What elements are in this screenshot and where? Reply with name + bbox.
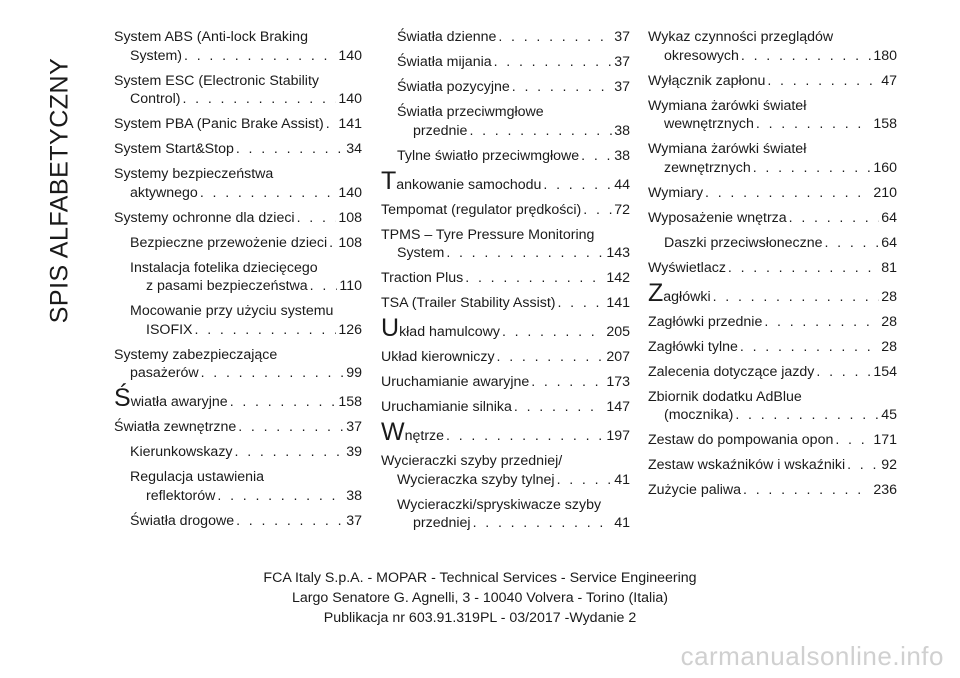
index-entry-text: Mocowanie przy użyciu systemu: [130, 303, 334, 319]
index-entry: [648, 28, 897, 65]
page-number: 158: [873, 116, 897, 132]
index-entry: [114, 384, 362, 412]
page-number: 34: [346, 141, 362, 157]
page-number: 140: [338, 184, 362, 201]
index-entry: [648, 234, 897, 253]
index-entry: [381, 103, 630, 140]
index-entry-text: Wymiary: [648, 184, 704, 201]
page-number: 173: [606, 374, 630, 390]
dot-leader: [756, 115, 871, 134]
index-entry: [381, 348, 630, 367]
index-entry-text: Uruchamianie silnika: [381, 399, 512, 415]
index-entry: [648, 259, 897, 278]
dot-leader: [514, 398, 604, 417]
index-entry: [381, 166, 630, 195]
index-entry-text: Wymiana żarówki świateł: [648, 97, 807, 114]
index-entry-text: Światła drogowe: [130, 512, 235, 529]
dot-leader: [767, 72, 879, 91]
page-number: 207: [606, 349, 630, 365]
index-entry-text: Tylne światło przeciwmgłowe: [397, 147, 580, 164]
index-entry: [114, 165, 362, 202]
page-number: 37: [614, 29, 630, 45]
index-entry-text: Zagłówki przednie: [648, 313, 763, 330]
index-letter: Z: [648, 278, 664, 307]
index-entry-text: Traction Plus: [381, 270, 464, 286]
index-entry-text: wewnętrznych: [664, 116, 754, 132]
index-entry-text: nętrze: [404, 428, 445, 444]
dot-leader: [764, 313, 879, 332]
index-entry-text: Zalecenia dotyczące jazdy: [648, 363, 815, 380]
index-entry-text: Systemy ochronne dla dzieci: [114, 209, 295, 226]
dot-leader: [195, 321, 337, 340]
publisher-footer: [0, 568, 960, 628]
index-letter: U: [381, 314, 400, 342]
section-title: SPIS ALFABETYCZNY: [45, 57, 74, 323]
index-entry-text: TSA (Trailer Stability Assist): [381, 295, 556, 311]
page-number: 160: [873, 159, 897, 176]
dot-leader: [581, 147, 612, 166]
index-entry: [114, 346, 362, 383]
dot-leader: [789, 209, 880, 228]
index-entry: [381, 496, 630, 533]
index-entry: [648, 363, 897, 382]
index-entry-text: przedniej: [413, 515, 471, 531]
page-number: 37: [614, 79, 630, 95]
index-entry: [381, 53, 630, 72]
footer-line-1: FCA Italy S.p.A. - MOPAR - Technical Services - Service Engineering: [263, 570, 697, 586]
index-entry-text: Wyłącznik zapłonu: [648, 72, 766, 89]
index-entry-text: Regulacja ustawienia: [130, 469, 265, 485]
dot-leader: [825, 234, 880, 253]
index-entry: [381, 226, 630, 263]
page-number: 39: [346, 444, 362, 460]
index-entry-text: okresowych: [664, 47, 739, 64]
page-number: 38: [614, 122, 630, 139]
index-entry: [381, 373, 630, 392]
index-letter: T: [381, 166, 397, 195]
index-entry-text: Uruchamianie awaryjne: [381, 374, 530, 390]
page-number: 142: [606, 270, 630, 286]
page-number: 236: [873, 482, 897, 498]
dot-leader: [743, 481, 871, 500]
dot-leader: [735, 406, 879, 425]
page-number: 41: [614, 471, 630, 488]
index-entry: [381, 418, 630, 446]
dot-leader: [326, 115, 337, 134]
dot-leader: [835, 431, 871, 450]
index-entry: [648, 388, 897, 425]
page-number: 108: [338, 209, 362, 226]
index-entry: [648, 97, 897, 134]
index-entry: [114, 512, 362, 531]
index-column-2: [381, 28, 630, 539]
index-entry: [648, 338, 897, 357]
page-number: 180: [873, 47, 897, 64]
dot-leader: [728, 259, 879, 278]
index-entry: [648, 140, 897, 177]
index-entry-text: Instalacja fotelika dziecięcego: [130, 259, 318, 276]
page-number: 64: [881, 234, 897, 251]
index-entry-text: Zestaw wskaźników i wskaźniki: [648, 457, 846, 473]
index-entry: [381, 398, 630, 417]
index-entry: [114, 209, 362, 228]
index-entry-text: System): [130, 47, 183, 64]
page-number: 64: [881, 209, 897, 226]
index-entry-text: System: [397, 245, 445, 261]
index-entry: [381, 147, 630, 166]
page-number: 72: [614, 201, 630, 218]
dot-leader: [705, 184, 871, 203]
index-entry: [648, 481, 897, 500]
dot-leader: [184, 47, 336, 66]
index-entry: [648, 209, 897, 228]
index-entry-text: System ABS (Anti-lock Braking: [114, 29, 308, 45]
dot-leader: [235, 443, 345, 462]
index-entry-text: Wyposażenie wnętrza: [648, 209, 787, 226]
dot-leader: [200, 184, 337, 203]
page-number: 110: [339, 278, 362, 294]
index-entry: [381, 28, 630, 47]
index-entry-text: wiatła awaryjne: [130, 394, 228, 410]
page-number: 28: [881, 288, 897, 305]
dot-leader: [512, 78, 612, 97]
dot-leader: [469, 122, 612, 141]
index-entry-text: Control): [130, 91, 181, 107]
index-entry-text: System Start&Stop: [114, 141, 234, 157]
footer-line-2: Largo Senatore G. Agnelli, 3 - 10040 Volvera - Torino (Italia): [292, 590, 668, 606]
index-entry-text: Systemy zabezpieczające: [114, 346, 278, 363]
index-entry-text: Światła przeciwmgłowe: [397, 104, 544, 120]
index-entry: [114, 418, 362, 437]
index-entry-text: Światła dzienne: [397, 29, 497, 45]
page-number: 197: [606, 428, 630, 444]
dot-leader: [236, 512, 344, 531]
index-entry: [114, 72, 362, 109]
index-entry-text: Tempomat (regulator prędkości): [381, 201, 582, 218]
dot-leader: [713, 288, 880, 307]
page-number: 210: [873, 184, 897, 201]
index-entry-text: System PBA (Panic Brake Assist): [114, 116, 324, 132]
index-entry-text: Wyświetlacz: [648, 259, 726, 276]
dot-leader: [236, 140, 344, 159]
index-entry: [114, 140, 362, 159]
page-number: 28: [881, 338, 897, 355]
index-entry: [381, 78, 630, 97]
index-entry: [648, 456, 897, 475]
dot-leader: [557, 471, 613, 490]
index-entry-text: Zagłówki tylne: [648, 338, 738, 355]
index-entry-text: Światła mijania: [397, 54, 492, 70]
page-number: 140: [338, 91, 362, 107]
index-entry-text: TPMS – Tyre Pressure Monitoring: [381, 226, 595, 243]
index-entry-text: reflektorów: [146, 487, 216, 504]
index-entry: [648, 278, 897, 307]
page-number: 92: [881, 457, 897, 473]
page-number: 47: [881, 72, 897, 89]
index-entry-text: Zestaw do pompowania opon: [648, 432, 834, 448]
page-number: 44: [614, 176, 630, 193]
dot-leader: [182, 90, 336, 109]
page-number: 158: [338, 394, 362, 410]
section-title-vertical: [30, 0, 90, 380]
index-entry: [114, 234, 362, 253]
page-number: 108: [338, 234, 362, 251]
page-number: 147: [606, 399, 630, 415]
index-entry-text: Zbiornik dodatku AdBlue: [648, 388, 802, 405]
index-entry: [114, 28, 362, 65]
index-entry-text: Kierunkowskazy: [130, 444, 233, 460]
page-number: 41: [614, 515, 630, 531]
index-entry-text: Zużycie paliwa: [648, 482, 742, 498]
dot-leader: [816, 363, 871, 382]
index-entry-text: (mocznika): [664, 407, 734, 423]
dot-leader: [230, 393, 337, 412]
dot-leader: [558, 294, 605, 313]
page-number: 99: [346, 365, 362, 381]
index-column-1: [114, 28, 362, 537]
watermark: carmanualsonline.info: [680, 641, 944, 671]
dot-leader: [847, 456, 879, 475]
index-entry-text: aktywnego: [130, 184, 198, 201]
index-entry: [648, 313, 897, 332]
index-column-3: [648, 28, 897, 506]
page-number: 28: [881, 313, 897, 330]
index-letter: W: [381, 418, 405, 446]
index-entry: [114, 302, 362, 339]
index-entry-text: Wykaz czynności przeglądów: [648, 29, 834, 45]
index-entry-text: z pasami bezpieczeństwa: [146, 278, 308, 294]
index-entry-text: ISOFIX: [146, 321, 193, 338]
index-entry-text: Wymiana żarówki świateł: [648, 141, 807, 157]
index-entry: [381, 452, 630, 489]
dot-leader: [753, 159, 872, 178]
index-entry-text: Systemy bezpieczeństwa: [114, 166, 274, 182]
page-number: 154: [873, 363, 897, 380]
footer-line-3: Publikacja nr 603.91.319PL - 03/2017 -Wydanie 2: [323, 610, 637, 626]
index-entry: [114, 115, 362, 134]
index-entry-text: ankowanie samochodu: [396, 176, 542, 193]
page-number: 37: [346, 512, 362, 529]
index-entry-text: przednie: [413, 122, 468, 139]
index-entry-text: Daszki przeciwsłoneczne: [664, 234, 823, 251]
page-number: 38: [346, 487, 362, 504]
index-entry: [648, 72, 897, 91]
page-number: 141: [338, 116, 362, 132]
index-entry: [381, 269, 630, 288]
dot-leader: [497, 348, 605, 367]
page-number: 81: [881, 259, 897, 276]
dot-leader: [741, 47, 871, 66]
dot-leader: [217, 487, 344, 506]
page-number: 37: [346, 419, 362, 435]
page-number: 126: [338, 321, 362, 338]
page-number: 143: [606, 245, 630, 261]
dot-leader: [329, 234, 336, 253]
dot-leader: [238, 418, 344, 437]
index-entry: [648, 184, 897, 203]
index-entry-text: pasażerów: [130, 365, 199, 381]
page-number: 205: [606, 324, 630, 340]
page-number: 45: [881, 407, 897, 423]
dot-leader: [583, 201, 612, 220]
index-entry-text: Światła pozycyjne: [397, 79, 510, 95]
index-entry-text: System ESC (Electronic Stability: [114, 72, 319, 89]
dot-leader: [494, 53, 613, 72]
index-entry-text: Wycieraczki szyby przedniej/: [381, 453, 563, 469]
index-entry-text: kład hamulcowy: [399, 324, 500, 340]
page-number: 140: [338, 47, 362, 64]
dot-leader: [473, 514, 613, 533]
dot-leader: [498, 28, 612, 47]
page-number: 37: [614, 54, 630, 70]
index-entry: [381, 314, 630, 342]
dot-leader: [465, 269, 604, 288]
page-number: 38: [614, 147, 630, 164]
dot-leader: [502, 323, 604, 342]
dot-leader: [201, 364, 345, 383]
dot-leader: [297, 209, 337, 228]
index-entry-text: zewnętrznych: [664, 159, 751, 176]
page-number: 171: [873, 432, 897, 448]
index-entry-text: Bezpieczne przewożenie dzieci: [130, 234, 328, 251]
index-entry: [114, 443, 362, 462]
dot-leader: [740, 338, 879, 357]
index-entry: [648, 431, 897, 450]
index-entry: [114, 259, 362, 296]
index-entry-text: Wycieraczki/spryskiwacze szyby: [397, 496, 602, 513]
index-entry-text: Wycieraczka szyby tylnej: [397, 471, 555, 488]
index-entry-text: agłówki: [663, 288, 711, 305]
dot-leader: [543, 176, 612, 195]
index-letter: Ś: [114, 384, 131, 412]
index-entry: [381, 201, 630, 220]
dot-leader: [310, 277, 338, 296]
dot-leader: [531, 373, 604, 392]
page-number: 141: [606, 295, 630, 311]
dot-leader: [446, 427, 604, 446]
index-entry-text: Układ kierowniczy: [381, 349, 495, 365]
index-entry: [114, 468, 362, 505]
index-entry-text: Światła zewnętrzne: [114, 419, 237, 435]
dot-leader: [446, 244, 604, 263]
index-entry: [381, 294, 630, 313]
